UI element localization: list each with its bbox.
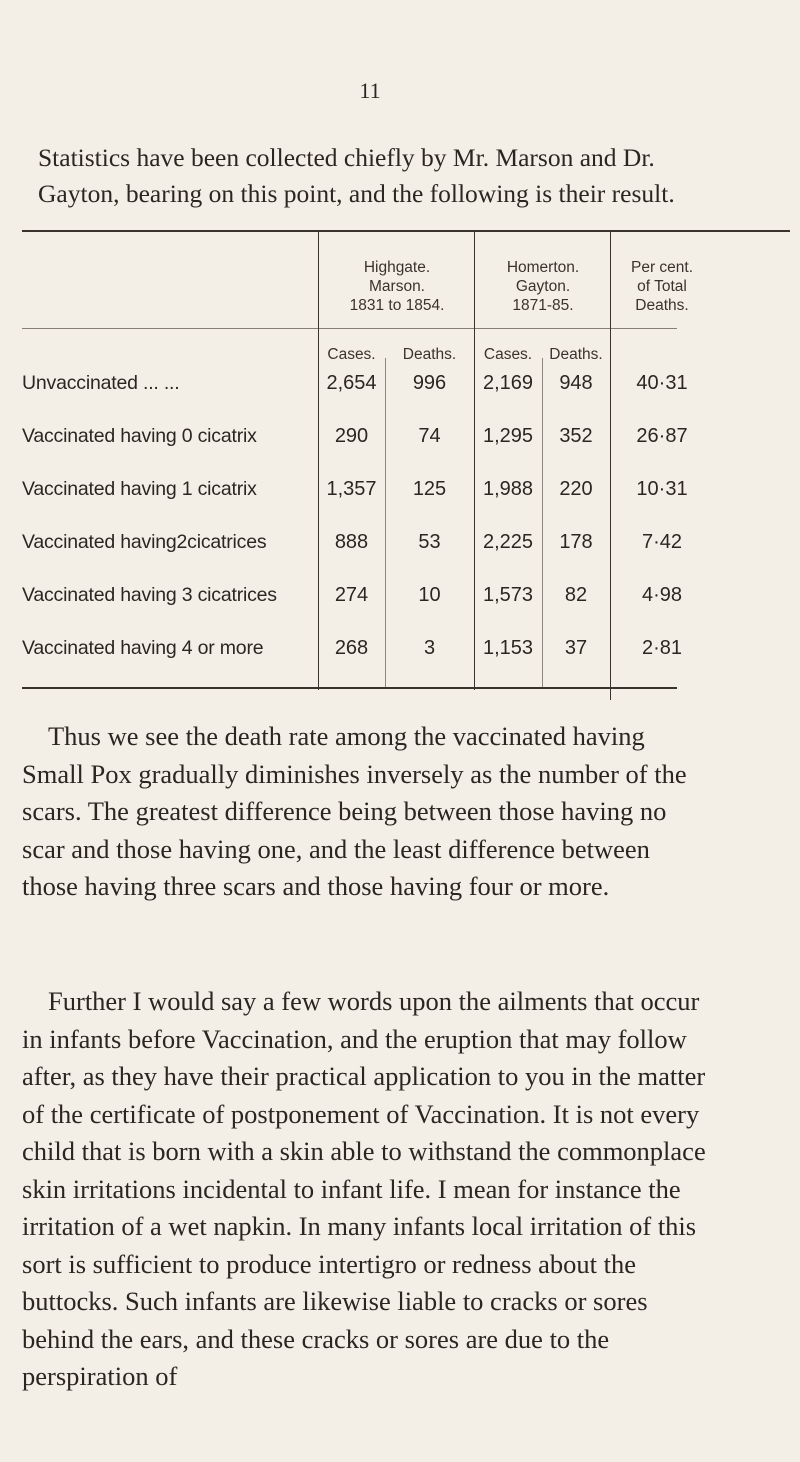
header-percent: Per cent. of Total Deaths. [630,259,694,314]
cell-highgate-deaths: 74 [418,425,441,447]
row-label: Vaccinated having 3 cicatrices [22,584,277,606]
column-divider-5 [610,230,611,700]
table-top-rule [22,230,790,232]
body-paragraph-2: Further I would say a few words upon the ailments that occur in infants before Vaccination, and the eruption that may follow after, as they have their practical application to you in the matter of the certificate of postponement of Vaccination. It is not every child that is born with a skin able to withstand the commonplace skin irritations incidental to infant life. I mean for instance the irritation of a wet napkin. In many infants local irritation of this sort is sufficient to produce intertigro or redness about the buttocks. Such infants are likewise liable to cracks or sores behind the ears, and these cracks or sores are due to the perspiration of [22,986,706,1391]
intro-paragraph: Statistics have been collected chiefly by Mr. Marson and Dr. Gayton, bearing on this point, and the following is their result. [38,143,675,208]
cell-homerton-deaths: 37 [564,637,588,659]
body-paragraph-1: Thus we see the death rate among the vaccinated having Small Pox gradually diminishes inversely as the number of the scars. The greatest difference being between those having no scar and those having one, and the least difference between those having three scars and those having four or more. [22,721,687,901]
header-homerton: Homerton. Gayton. 1871-85. [506,259,580,314]
subheader-homerton-cases: Cases. [483,346,533,363]
cell-homerton-deaths: 178 [559,531,593,553]
cell-highgate-deaths: 3 [423,637,436,659]
cell-highgate-deaths: 10 [418,584,441,606]
row-label: Vaccinated having 1 cicatrix [22,478,257,500]
cell-homerton-deaths: 352 [559,425,593,447]
column-divider-3 [474,230,475,690]
cell-homerton-cases: 1,988 [482,478,534,500]
cell-homerton-cases: 2,225 [482,531,534,553]
page-number: 11 [359,78,381,103]
cell-homerton-deaths: 82 [564,584,588,606]
row-label: Vaccinated having 4 or more [22,637,264,659]
cell-percent: 10·31 [636,478,688,500]
cell-highgate-cases: 2,654 [326,372,377,394]
cell-homerton-cases: 1,153 [482,637,534,659]
subheader-homerton-deaths: Deaths. [549,346,603,363]
cell-homerton-deaths: 220 [559,478,593,500]
cell-percent: 7·42 [641,531,683,553]
cell-percent: 2·81 [641,637,683,659]
subheader-highgate-deaths: Deaths. [402,346,457,363]
cell-percent: 40·31 [636,372,688,394]
cell-percent: 4·98 [641,584,683,606]
cell-highgate-deaths: 125 [412,478,447,500]
table-bottom-rule [22,687,677,689]
cell-homerton-cases: 1,295 [482,425,534,447]
row-label: Vaccinated having 0 cicatrix [22,425,257,447]
table-header-rule [22,328,677,329]
header-highgate: Highgate. Marson. 1831 to 1854. [349,259,445,314]
row-label: Vaccinated having2cicatrices [22,531,267,553]
cell-homerton-cases: 2,169 [482,372,534,394]
cell-highgate-cases: 1,357 [326,478,377,500]
cell-homerton-deaths: 948 [559,372,593,394]
cell-highgate-deaths: 996 [412,372,447,394]
cell-highgate-cases: 268 [334,637,369,659]
cell-highgate-cases: 888 [334,531,369,553]
cell-highgate-cases: 290 [334,425,369,447]
row-label: Unvaccinated ... ... [22,372,180,394]
column-divider-1 [318,230,319,690]
cell-highgate-cases: 274 [334,584,369,606]
statistics-table [22,230,790,700]
subheader-highgate-cases: Cases. [327,346,376,363]
cell-percent: 26·87 [636,425,688,447]
cell-highgate-deaths: 53 [418,531,441,553]
cell-homerton-cases: 1,573 [482,584,534,606]
